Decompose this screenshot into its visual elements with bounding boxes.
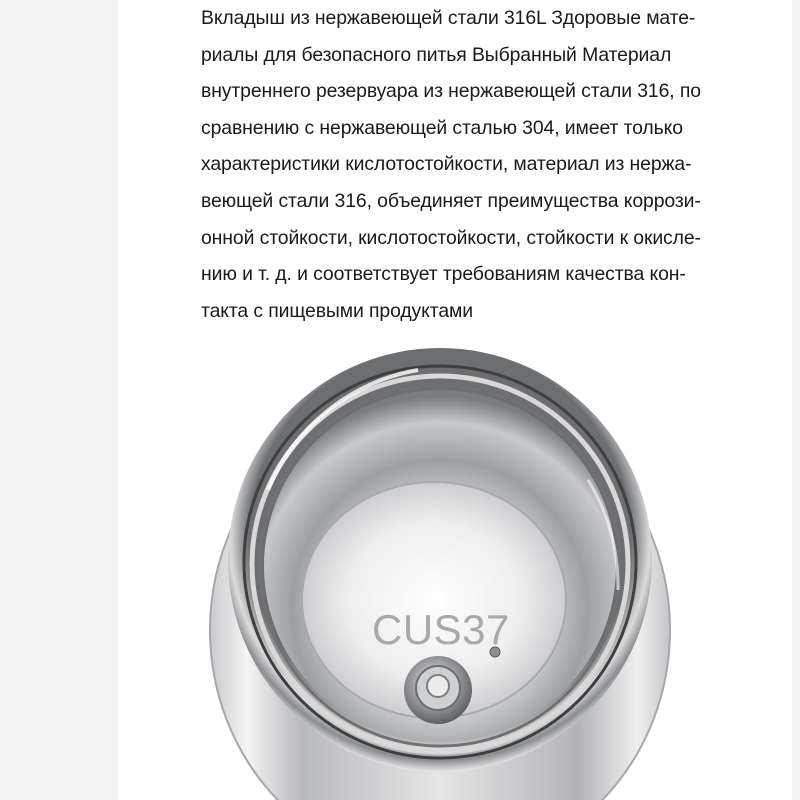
product-description (201, 0, 741, 329)
description-line: внутреннего резервуара из нержавеющей стали 316, по (201, 80, 701, 103)
watermark-text: CUS37 (372, 606, 510, 653)
description-line: онной стойкости, кислотостойкости, стойкости к окисле- (201, 226, 701, 249)
description-line: Вкладыш из нержавеющей стали 316L Здоровые мате- (201, 7, 696, 29)
description-line: веющей стали 316, объединяет преимущества коррози- (201, 189, 701, 212)
description-line: сравнению с нержавеющей сталью 304, имеет только (201, 116, 683, 139)
stainless-liner-image (118, 330, 792, 800)
description-line: риалы для безопасного питья Выбранный Материал (201, 43, 672, 66)
description-line: нию и т. д. и соответствует требованиям качества кон- (201, 263, 686, 286)
description-line: такта с пищевыми продуктами (201, 299, 473, 322)
description-line: характеристики кислотостойкости, материал из нержа- (201, 153, 692, 176)
